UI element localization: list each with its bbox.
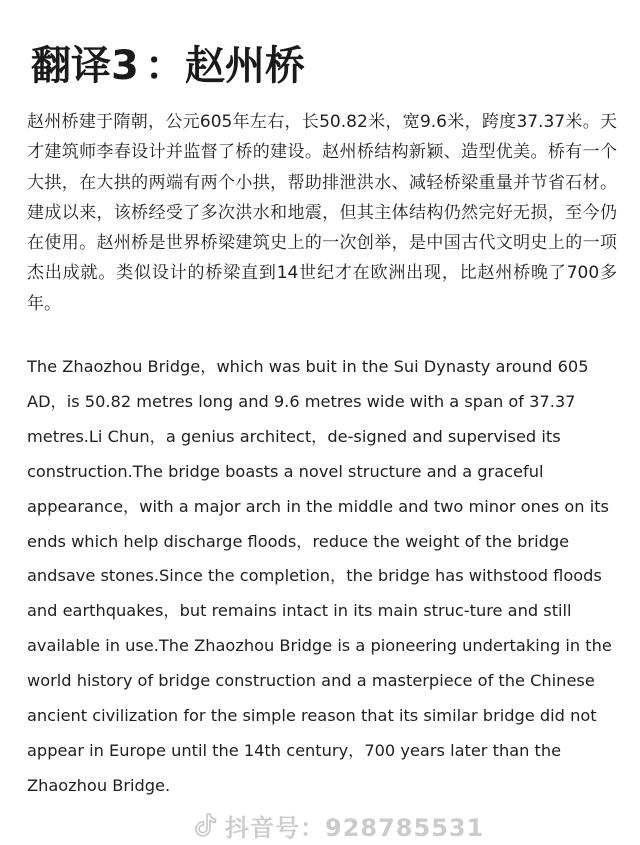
title-text: ：赵州桥 <box>144 43 305 89</box>
english-paragraph: The Zhaozhou Bridge，which was buit in the Sui Dynasty around 605 AD，is 50.82 metres long and 9.6 metres wide with a span of 37.37 metres.Li Chun，a genius architect，de-signed and supervised its construction.The bridge boasts a novel structure and a graceful appearance，with a major arch in the middle and two minor ones on its ends which help discharge floods，reduce the weight of the bridge andsave stones.Since the completion，the bridge has withstood floods and earthquakes，but remains intact in its main struc-ture and still available in use.The Zhaozhou Bridge is a pioneering undertaking in the world history of bridge construction and a masterpiece of the Chinese ancient civilization for the simple reason that its similar bridge did not appear in Europe until the 14th century，700 years later than the Zhaozhou Bridge. <box>27 357 612 795</box>
watermark-text: 抖音号：928785531 <box>225 813 485 842</box>
chinese-paragraph: 赵州桥建于隋朝，公元605年左右，长50.82米，宽9.6米，跨度37.37米。天才建筑师李春设计并监督了桥的建设。赵州桥结构新颖、造型优美。桥有一个大拱，在大拱的两端有两个小拱，帮助排泄洪水、减轻桥梁重量并节省石材。建成以来，该桥经受了多次洪水和地震，但其主体结构仍然完好无损，至今仍在使用。赵州桥是世界桥梁建筑史上的一次创举，是中国古代文明史上的一项杰出成就。类似设计的桥梁直到14世纪才在欧洲出现，比赵州桥晚了700多年。 <box>27 112 617 314</box>
tiktok-logo-icon <box>195 812 217 838</box>
watermark <box>195 805 484 845</box>
title-tag: 翻译3 <box>27 40 145 92</box>
page-title <box>27 38 305 94</box>
